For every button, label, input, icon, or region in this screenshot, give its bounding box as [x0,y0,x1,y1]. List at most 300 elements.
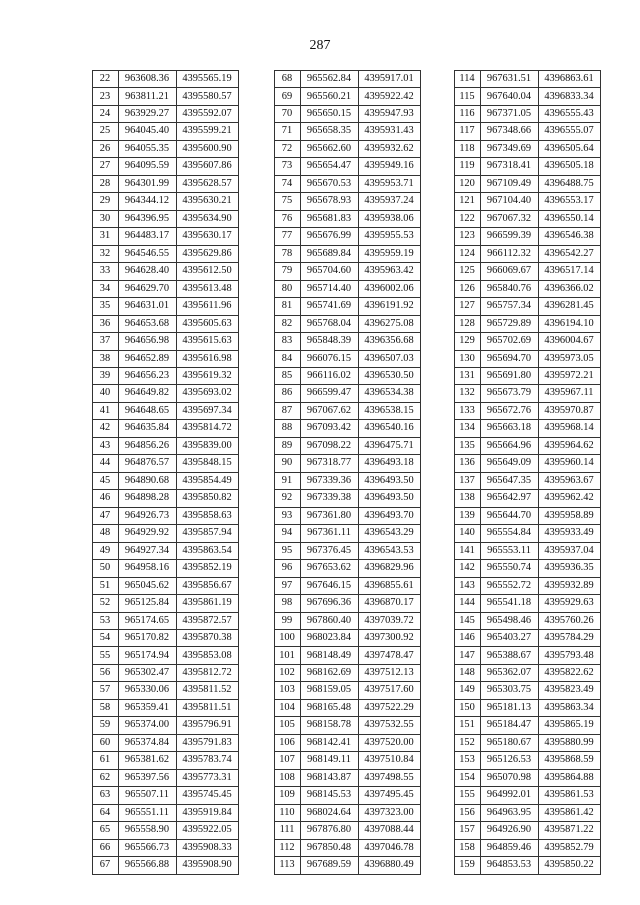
y-coordinate-cell: 4396543.29 [359,525,421,542]
point-number-cell: 22 [93,71,119,88]
table-row [455,857,601,874]
table-row [93,193,239,210]
x-coordinate-cell: 966116.02 [301,367,359,384]
x-coordinate-cell: 967349.69 [481,140,539,157]
x-coordinate-cell: 964631.01 [119,298,177,315]
y-coordinate-cell: 4395783.74 [177,752,239,769]
x-coordinate-cell: 967067.32 [481,210,539,227]
y-coordinate-cell: 4396555.07 [539,123,601,140]
x-coordinate-cell: 965642.97 [481,490,539,507]
point-number-cell: 24 [93,105,119,122]
x-coordinate-cell: 967850.48 [301,839,359,856]
point-number-cell: 53 [93,612,119,629]
point-number-cell: 33 [93,263,119,280]
y-coordinate-cell: 4395861.42 [539,804,601,821]
x-coordinate-cell: 964095.59 [119,158,177,175]
point-number-cell: 81 [275,298,301,315]
table-row [93,664,239,681]
point-number-cell: 115 [455,88,481,105]
point-number-cell: 116 [455,105,481,122]
x-coordinate-cell: 965552.72 [481,577,539,594]
y-coordinate-cell: 4395973.05 [539,350,601,367]
y-coordinate-cell: 4395760.26 [539,612,601,629]
x-coordinate-cell: 965670.53 [301,175,359,192]
y-coordinate-cell: 4395599.21 [177,123,239,140]
table-row [455,175,601,192]
y-coordinate-cell: 4395929.63 [539,595,601,612]
point-number-cell: 105 [275,717,301,734]
table-row [93,595,239,612]
table-row [455,630,601,647]
point-number-cell: 26 [93,140,119,157]
y-coordinate-cell: 4396546.38 [539,228,601,245]
point-number-cell: 62 [93,769,119,786]
y-coordinate-cell: 4395871.22 [539,822,601,839]
x-coordinate-cell: 966599.39 [481,228,539,245]
point-number-cell: 25 [93,123,119,140]
y-coordinate-cell: 4396493.18 [359,455,421,472]
point-number-cell: 70 [275,105,301,122]
table-row [455,804,601,821]
table-row [93,437,239,454]
x-coordinate-cell: 968143.87 [301,769,359,786]
y-coordinate-cell: 4395822.62 [539,664,601,681]
x-coordinate-cell: 965125.84 [119,595,177,612]
y-coordinate-cell: 4395972.21 [539,367,601,384]
table-row [93,542,239,559]
table-row [93,263,239,280]
table-row [455,542,601,559]
table-row [455,682,601,699]
x-coordinate-cell: 964483.17 [119,228,177,245]
y-coordinate-cell: 4396553.17 [539,193,601,210]
point-number-cell: 94 [275,525,301,542]
x-coordinate-cell: 964653.68 [119,315,177,332]
point-number-cell: 90 [275,455,301,472]
table-row [455,577,601,594]
point-number-cell: 128 [455,315,481,332]
point-number-cell: 114 [455,71,481,88]
table-row [275,577,421,594]
y-coordinate-cell: 4395937.04 [539,542,601,559]
y-coordinate-cell: 4396194.10 [539,315,601,332]
x-coordinate-cell: 966076.15 [301,350,359,367]
point-number-cell: 68 [275,71,301,88]
table-row [275,734,421,751]
x-coordinate-cell: 967646.15 [301,577,359,594]
x-coordinate-cell: 967860.40 [301,612,359,629]
point-number-cell: 152 [455,734,481,751]
table-row [455,228,601,245]
table-row [455,647,601,664]
y-coordinate-cell: 4395970.87 [539,402,601,419]
point-number-cell: 85 [275,367,301,384]
point-number-cell: 156 [455,804,481,821]
point-number-cell: 89 [275,437,301,454]
x-coordinate-cell: 965644.70 [481,507,539,524]
point-number-cell: 51 [93,577,119,594]
coordinate-table-2 [274,70,421,875]
table-row [455,717,601,734]
point-number-cell: 74 [275,175,301,192]
point-number-cell: 139 [455,507,481,524]
point-number-cell: 47 [93,507,119,524]
table-row [275,857,421,874]
coordinate-table-1 [92,70,239,875]
table-row [455,472,601,489]
table-row [93,560,239,577]
y-coordinate-cell: 4395605.63 [177,315,239,332]
point-number-cell: 46 [93,490,119,507]
table-row [455,402,601,419]
table-row [275,647,421,664]
table-row [275,175,421,192]
x-coordinate-cell: 965180.67 [481,734,539,751]
y-coordinate-cell: 4397088.44 [359,822,421,839]
x-coordinate-cell: 965303.75 [481,682,539,699]
point-number-cell: 36 [93,315,119,332]
x-coordinate-cell: 963929.27 [119,105,177,122]
table-row [93,315,239,332]
x-coordinate-cell: 965714.40 [301,280,359,297]
table-row [275,420,421,437]
x-coordinate-cell: 964876.57 [119,455,177,472]
point-number-cell: 29 [93,193,119,210]
x-coordinate-cell: 965689.84 [301,245,359,262]
x-coordinate-cell: 967689.59 [301,857,359,874]
x-coordinate-cell: 965768.04 [301,315,359,332]
x-coordinate-cell: 965691.80 [481,367,539,384]
table-row [275,350,421,367]
table-row [455,787,601,804]
x-coordinate-cell: 965681.83 [301,210,359,227]
point-number-cell: 58 [93,699,119,716]
x-coordinate-cell: 964648.65 [119,402,177,419]
x-coordinate-cell: 964890.68 [119,472,177,489]
table-row [93,525,239,542]
table-row [93,367,239,384]
y-coordinate-cell: 4395592.07 [177,105,239,122]
x-coordinate-cell: 965550.74 [481,560,539,577]
y-coordinate-cell: 4396275.08 [359,315,421,332]
y-coordinate-cell: 4395854.49 [177,472,239,489]
y-coordinate-cell: 4395908.90 [177,857,239,874]
table-row [93,612,239,629]
point-number-cell: 143 [455,577,481,594]
point-number-cell: 137 [455,472,481,489]
table-row [275,682,421,699]
table-row [275,245,421,262]
x-coordinate-cell: 966112.32 [481,245,539,262]
table-row [275,804,421,821]
table-row [275,210,421,227]
x-coordinate-cell: 964656.23 [119,367,177,384]
x-coordinate-cell: 965560.21 [301,88,359,105]
table-row [455,699,601,716]
table-row [455,315,601,332]
y-coordinate-cell: 4395863.54 [177,542,239,559]
point-number-cell: 39 [93,367,119,384]
point-number-cell: 31 [93,228,119,245]
table-row [275,839,421,856]
point-number-cell: 150 [455,699,481,716]
y-coordinate-cell: 4395634.90 [177,210,239,227]
point-number-cell: 92 [275,490,301,507]
y-coordinate-cell: 4395853.08 [177,647,239,664]
x-coordinate-cell: 965381.62 [119,752,177,769]
y-coordinate-cell: 4395812.72 [177,664,239,681]
y-coordinate-cell: 4397300.92 [359,630,421,647]
table-row [455,88,601,105]
y-coordinate-cell: 4397495.45 [359,787,421,804]
x-coordinate-cell: 965302.47 [119,664,177,681]
y-coordinate-cell: 4396493.70 [359,507,421,524]
x-coordinate-cell: 965184.47 [481,717,539,734]
page-number: 287 [309,38,331,53]
x-coordinate-cell: 964926.73 [119,507,177,524]
y-coordinate-cell: 4395955.53 [359,228,421,245]
x-coordinate-cell: 968142.41 [301,734,359,751]
y-coordinate-cell: 4396281.45 [539,298,601,315]
table-row [93,699,239,716]
x-coordinate-cell: 965664.96 [481,437,539,454]
x-coordinate-cell: 964546.55 [119,245,177,262]
table-row [93,630,239,647]
y-coordinate-cell: 4395858.63 [177,507,239,524]
y-coordinate-cell: 4396855.61 [359,577,421,594]
x-coordinate-cell: 965654.47 [301,158,359,175]
x-coordinate-cell: 964629.70 [119,280,177,297]
point-number-cell: 23 [93,88,119,105]
y-coordinate-cell: 4395784.29 [539,630,601,647]
y-coordinate-cell: 4397039.72 [359,612,421,629]
x-coordinate-cell: 964926.90 [481,822,539,839]
x-coordinate-cell: 965562.84 [301,71,359,88]
table-row [455,385,601,402]
y-coordinate-cell: 4395937.24 [359,193,421,210]
point-number-cell: 113 [275,857,301,874]
x-coordinate-cell: 967093.42 [301,420,359,437]
point-number-cell: 97 [275,577,301,594]
x-coordinate-cell: 967640.04 [481,88,539,105]
point-number-cell: 64 [93,804,119,821]
point-number-cell: 118 [455,140,481,157]
x-coordinate-cell: 965649.09 [481,455,539,472]
table-row [455,752,601,769]
x-coordinate-cell: 965848.39 [301,333,359,350]
y-coordinate-cell: 4395745.45 [177,787,239,804]
table-row [93,507,239,524]
x-coordinate-cell: 967361.11 [301,525,359,542]
coordinate-table-3 [454,70,601,875]
y-coordinate-cell: 4395607.86 [177,158,239,175]
y-coordinate-cell: 4395933.49 [539,525,601,542]
point-number-cell: 147 [455,647,481,664]
x-coordinate-cell: 963811.21 [119,88,177,105]
x-coordinate-cell: 965181.13 [481,699,539,716]
x-coordinate-cell: 964929.92 [119,525,177,542]
point-number-cell: 127 [455,298,481,315]
table-row [455,71,601,88]
point-number-cell: 124 [455,245,481,262]
x-coordinate-cell: 965397.56 [119,769,177,786]
table-row [275,280,421,297]
x-coordinate-cell: 967067.62 [301,402,359,419]
point-number-cell: 96 [275,560,301,577]
x-coordinate-cell: 965541.18 [481,595,539,612]
y-coordinate-cell: 4397517.60 [359,682,421,699]
x-coordinate-cell: 967339.38 [301,490,359,507]
point-number-cell: 40 [93,385,119,402]
x-coordinate-cell: 965403.27 [481,630,539,647]
table-row [455,123,601,140]
point-number-cell: 140 [455,525,481,542]
table-row [93,175,239,192]
y-coordinate-cell: 4395630.17 [177,228,239,245]
point-number-cell: 141 [455,542,481,559]
y-coordinate-cell: 4395908.33 [177,839,239,856]
x-coordinate-cell: 968162.69 [301,664,359,681]
table-row [455,140,601,157]
table-row [455,560,601,577]
y-coordinate-cell: 4395868.59 [539,752,601,769]
table-row [455,280,601,297]
point-number-cell: 49 [93,542,119,559]
x-coordinate-cell: 964992.01 [481,787,539,804]
point-number-cell: 110 [275,804,301,821]
y-coordinate-cell: 4397520.00 [359,734,421,751]
table-row [275,560,421,577]
y-coordinate-cell: 4395565.19 [177,71,239,88]
point-number-cell: 34 [93,280,119,297]
x-coordinate-cell: 965840.76 [481,280,539,297]
y-coordinate-cell: 4395628.57 [177,175,239,192]
y-coordinate-cell: 4395811.52 [177,682,239,699]
point-number-cell: 82 [275,315,301,332]
table-row [275,699,421,716]
point-number-cell: 35 [93,298,119,315]
y-coordinate-cell: 4396534.38 [359,385,421,402]
table-row [275,402,421,419]
point-number-cell: 117 [455,123,481,140]
table-row [93,385,239,402]
x-coordinate-cell: 965174.94 [119,647,177,664]
table-row [455,437,601,454]
x-coordinate-cell: 965647.35 [481,472,539,489]
y-coordinate-cell: 4395697.34 [177,402,239,419]
point-number-cell: 87 [275,402,301,419]
point-number-cell: 69 [275,88,301,105]
table-row [275,769,421,786]
y-coordinate-cell: 4395811.51 [177,699,239,716]
y-coordinate-cell: 4395936.35 [539,560,601,577]
point-number-cell: 126 [455,280,481,297]
y-coordinate-cell: 4395629.86 [177,245,239,262]
y-coordinate-cell: 4395959.19 [359,245,421,262]
table-row [455,245,601,262]
point-number-cell: 159 [455,857,481,874]
table-row [275,333,421,350]
table-row [455,490,601,507]
x-coordinate-cell: 965704.60 [301,263,359,280]
y-coordinate-cell: 4395600.90 [177,140,239,157]
point-number-cell: 42 [93,420,119,437]
y-coordinate-cell: 4395880.99 [539,734,601,751]
table-row [93,787,239,804]
x-coordinate-cell: 965554.84 [481,525,539,542]
point-number-cell: 66 [93,839,119,856]
table-row [275,752,421,769]
point-number-cell: 109 [275,787,301,804]
table-row [93,839,239,856]
x-coordinate-cell: 965330.06 [119,682,177,699]
y-coordinate-cell: 4395864.88 [539,769,601,786]
table-row [93,402,239,419]
x-coordinate-cell: 964055.35 [119,140,177,157]
table-row [93,647,239,664]
x-coordinate-cell: 965729.89 [481,315,539,332]
x-coordinate-cell: 964853.53 [481,857,539,874]
point-number-cell: 78 [275,245,301,262]
point-number-cell: 132 [455,385,481,402]
x-coordinate-cell: 968149.11 [301,752,359,769]
table-row [275,158,421,175]
point-number-cell: 60 [93,734,119,751]
y-coordinate-cell: 4396366.02 [539,280,601,297]
x-coordinate-cell: 965374.84 [119,734,177,751]
y-coordinate-cell: 4396493.50 [359,490,421,507]
point-number-cell: 104 [275,699,301,716]
x-coordinate-cell: 968159.05 [301,682,359,699]
point-number-cell: 84 [275,350,301,367]
y-coordinate-cell: 4396356.68 [359,333,421,350]
x-coordinate-cell: 967653.62 [301,560,359,577]
point-number-cell: 65 [93,822,119,839]
y-coordinate-cell: 4395917.01 [359,71,421,88]
table-row [93,857,239,874]
point-number-cell: 149 [455,682,481,699]
x-coordinate-cell: 967361.80 [301,507,359,524]
point-number-cell: 111 [275,822,301,839]
y-coordinate-cell: 4395791.83 [177,734,239,751]
table-row [275,490,421,507]
x-coordinate-cell: 965658.35 [301,123,359,140]
table-row [455,769,601,786]
point-number-cell: 98 [275,595,301,612]
x-coordinate-cell: 965359.41 [119,699,177,716]
table-row [93,245,239,262]
x-coordinate-cell: 965566.88 [119,857,177,874]
y-coordinate-cell: 4396475.71 [359,437,421,454]
table-row [455,839,601,856]
y-coordinate-cell: 4395932.89 [539,577,601,594]
x-coordinate-cell: 964652.89 [119,350,177,367]
table-row [455,298,601,315]
x-coordinate-cell: 965676.99 [301,228,359,245]
table-row [455,350,601,367]
table-row [455,595,601,612]
y-coordinate-cell: 4395932.62 [359,140,421,157]
y-coordinate-cell: 4395612.50 [177,263,239,280]
table-row [93,88,239,105]
table-row [455,455,601,472]
point-number-cell: 48 [93,525,119,542]
point-number-cell: 158 [455,839,481,856]
point-number-cell: 151 [455,717,481,734]
y-coordinate-cell: 4395922.05 [177,822,239,839]
point-number-cell: 55 [93,647,119,664]
point-number-cell: 157 [455,822,481,839]
